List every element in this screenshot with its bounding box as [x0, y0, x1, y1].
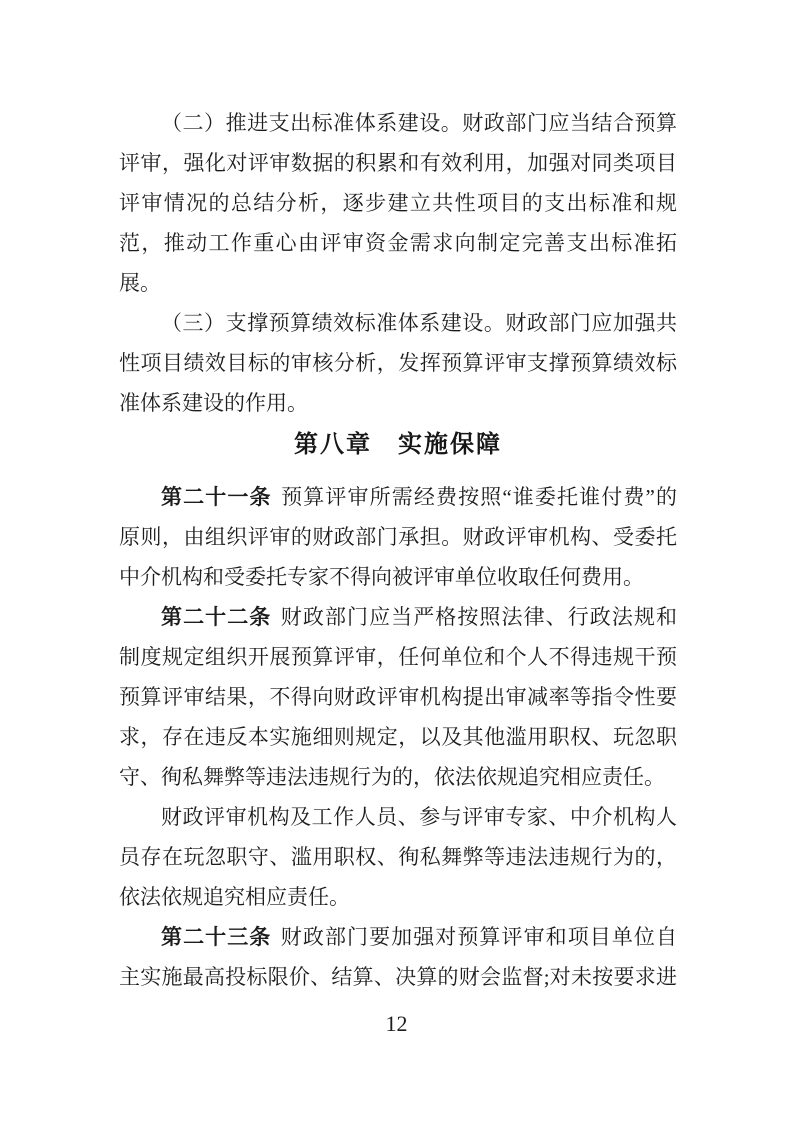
document-body [119, 103, 677, 997]
paragraph-article-22 [119, 597, 677, 797]
text-line: 预算评审结果，不得向财政评审机构提出审减率等指令性要 [119, 685, 677, 709]
text-run: 预算评审所需经费按照“谁委托谁付费”的 [281, 485, 678, 509]
text-run: 财政部门应当严格按照法律、行政法规和 [280, 605, 678, 629]
text-line: 依法依规追究相应责任。 [119, 885, 350, 909]
text-line: 评审情况的总结分析，逐步建立共性项目的支出标准和规 [119, 191, 677, 215]
text-line: 范，推动工作重心由评审资金需求向制定完善支出标准拓 [119, 231, 677, 255]
text-line: 性项目绩效目标的审核分析，发挥预算评审支撑预算绩效标 [119, 351, 677, 375]
article-number: 第二十三条 [161, 925, 272, 949]
text-line: （三）支撑预算绩效标准体系建设。财政部门应加强共 [161, 311, 677, 335]
paragraph-article-23 [119, 917, 677, 997]
text-line: 员存在玩忽职守、滥用职权、徇私舞弊等违法违规行为的， [119, 845, 677, 869]
article-number: 第二十一条 [161, 485, 272, 509]
text-line: 主实施最高投标限价、结算、决算的财会监督;对未按要求进 [119, 965, 677, 989]
paragraph-article-22-cont [119, 797, 677, 917]
paragraph-article-21 [119, 477, 677, 597]
article-number: 第二十二条 [161, 605, 272, 629]
text-line [119, 477, 677, 517]
text-line: 展。 [119, 271, 161, 295]
text-line: 守、徇私舞弊等违法违规行为的，依法依规追究相应责任。 [119, 765, 665, 789]
paragraph-item-2 [119, 103, 677, 303]
paragraph-item-3 [119, 303, 677, 423]
chapter-heading: 第八章 实施保障 [294, 431, 502, 458]
text-line: 评审，强化对评审数据的积累和有效利用，加强对同类项目 [119, 151, 677, 175]
text-line: 准体系建设的作用。 [119, 391, 308, 415]
text-line: （二）推进支出标准体系建设。财政部门应当结合预算 [161, 111, 677, 135]
text-line: 原则，由组织评审的财政部门承担。财政评审机构、受委托 [119, 525, 677, 549]
text-line [119, 917, 677, 957]
text-run: 财政部门要加强对预算评审和项目单位自 [280, 925, 678, 949]
text-line: 中介机构和受委托专家不得向被评审单位收取任何费用。 [119, 565, 644, 589]
page-number: 12 [385, 1011, 408, 1036]
text-line: 制度规定组织开展预算评审，任何单位和个人不得违规干预 [119, 645, 677, 669]
text-line [119, 597, 677, 637]
text-line: 求，存在违反本实施细则规定，以及其他滥用职权、玩忽职 [119, 725, 677, 749]
text-line: 财政评审机构及工作人员、参与评审专家、中介机构人 [161, 805, 677, 829]
